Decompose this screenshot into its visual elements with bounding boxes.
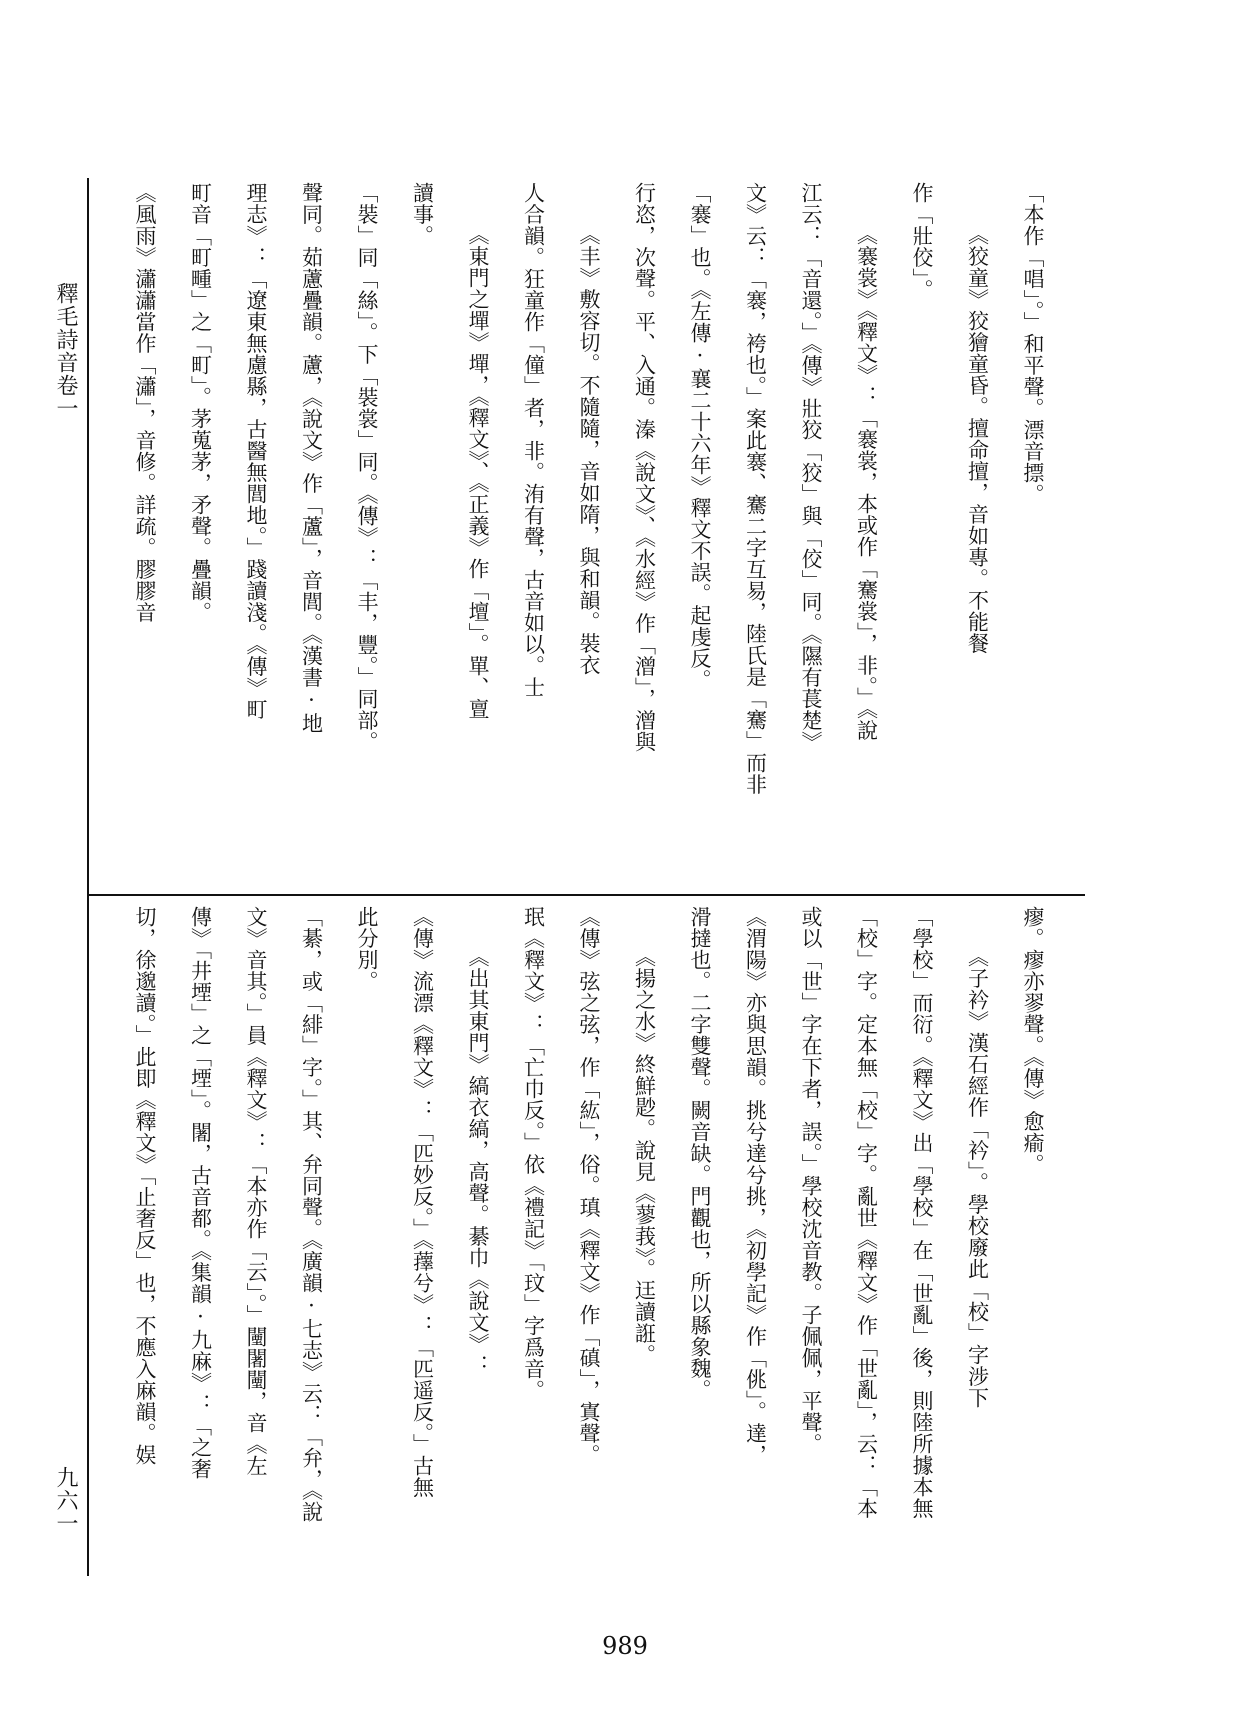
- lower-text-column: 傳》「井堙」之「堙」。闍，古音都。《集韻·九麻》：「之奢: [188, 906, 213, 1480]
- lower-text-column: 《渭陽》亦與思韻。挑兮達兮挑，《初學記》作「佻」。達，: [743, 906, 768, 1466]
- upper-text-column: 作「壯佼」。: [910, 182, 934, 301]
- upper-text-column: 《東門之墠》墠，《釋文》、《正義》作「壇」。單、亶: [466, 224, 490, 720]
- gutter-rule: [87, 178, 89, 1576]
- upper-text-column: 《狡童》狡獪童昏。擅命擅，音如專。不能餐: [965, 224, 990, 654]
- lower-text-column: 「學校」而衍。《釋文》出「學校」在「世亂」後，則陸所據本無: [910, 906, 934, 1519]
- upper-text-column: 理志》：「遼東無慮縣，古醫無閭地。」踐讀淺。《傳》町: [244, 182, 268, 720]
- upper-text-column: 《風雨》瀟瀟當作「瀟」，音修。詳疏。膠膠音: [133, 182, 157, 623]
- upper-text-column: 《褰裳》《釋文》：「褰裳，本或作「騫裳」，非。」《說: [854, 224, 879, 741]
- upper-text-column: 文》云：「褰，袴也。」案此褰、騫二字互易，陸氏是「騫」而非: [743, 182, 768, 795]
- lower-text-column: 此分別。: [355, 906, 379, 992]
- upper-text-column: 「褰」也。《左傳·襄二十六年》釋文不誤。起虔反。: [688, 182, 712, 691]
- lower-text-column: 或以「世」字在下者，誤。」學校沈音教。子佩佩，平聲。: [799, 906, 823, 1455]
- upper-text-column: 讀事。: [410, 182, 435, 247]
- upper-text-column: 《丰》敷容切。不隨隨，音如隋，與和韻。裝衣: [577, 224, 601, 676]
- running-header-page-number: 九六一: [53, 1466, 78, 1535]
- lower-text-column: 文》音其。」員《釋文》：「本亦作「云」。」闉闍闉，音《左: [244, 906, 268, 1477]
- lower-text-column: 「校」字。定本無「校」字。亂世《釋文》作「世亂」，云：「本: [854, 906, 879, 1519]
- lower-text-column: 《傳》弦之弦，作「紘」，俗。瑱《釋文》作「磌」，寘聲。: [577, 906, 601, 1466]
- lower-text-column: 《傳》流漂《釋文》：「匹妙反。」《蘀兮》：「匹遥反。」古無: [410, 906, 435, 1498]
- section-divider: [89, 894, 1085, 896]
- lower-text-column: 滑撻也。二字雙聲。闕音缺。門觀也，所以縣象魏。: [688, 906, 712, 1401]
- lower-text-column: 切，徐邈讀。」此即《釋文》「止奢反」也，不應入麻韻。娱: [133, 906, 157, 1466]
- lower-text-column: 「綦，或「緋」字。」其、弁同聲。《廣韻·七志》云：「弁，《說: [299, 906, 324, 1523]
- upper-text-column: 「裝」同「絲」。下「裝裳」同。《傳》：「丰，豐。」同部。: [355, 182, 379, 753]
- running-header-title: 釋毛詩音卷一: [53, 282, 78, 420]
- upper-text-column: 江云：「音還。」《傳》壯狡「狡」與「佼」同。《隰有萇楚》: [799, 182, 823, 753]
- upper-text-column: 行恣，次聲。平、入通。溱《說文》、《水經》作「潧」，潧與: [632, 182, 657, 753]
- upper-text-column: 人合韻。狂童作「僮」者，非。洧有聲，古音如以。士: [521, 182, 546, 698]
- page-folio: 989: [602, 1632, 648, 1660]
- lower-text-column: 《揚之水》終鮮尟。說見《蓼莪》。迋讀誑。: [632, 946, 657, 1366]
- upper-text-column: 「本作「唱」。」和平聲。漂音摽。: [1021, 182, 1045, 505]
- lower-text-column: 瘳。瘳亦翏聲。《傳》愈瘉。: [1021, 906, 1045, 1175]
- upper-text-column: 町音「町畽」之「町」。茅蒐茅，矛聲。疊韻。: [188, 182, 213, 623]
- upper-text-column: 聲同。茹藘疊韻。藘，《說文》作「蘆」，音閭。《漢書·地: [299, 182, 324, 734]
- lower-text-column: 《子衿》漢石經作「衿」。學校廢此「校」字涉下: [965, 946, 990, 1409]
- lower-text-column: 珉《釋文》：「亡巾反。」依《禮記》「玟」字爲音。: [521, 906, 546, 1401]
- lower-text-column: 《出其東門》縞衣縞，高聲。綦巾《說文》：: [466, 946, 490, 1376]
